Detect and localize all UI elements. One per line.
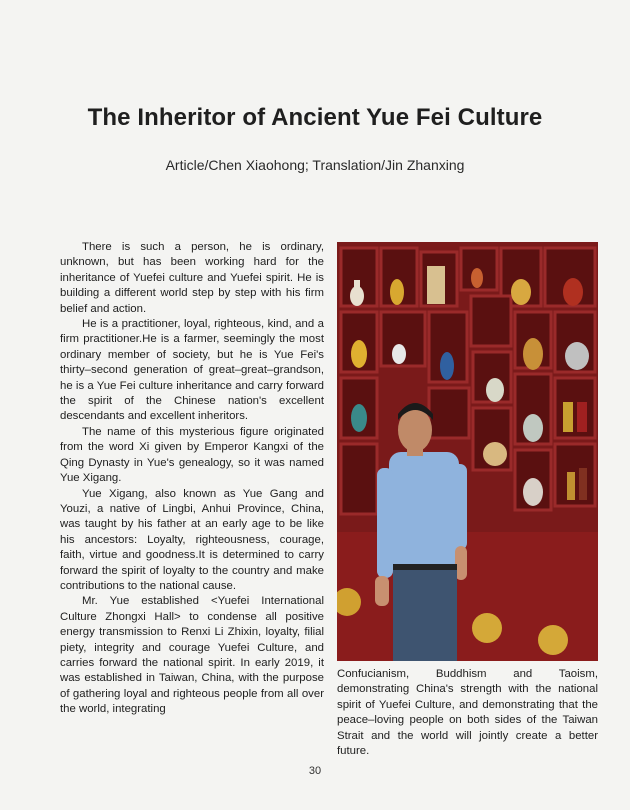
article-paragraph: The name of this mysterious figure originated from the word Xi given by Emperor Kangxi of the Qing Dynasty in Yue's genealogy, so it was named Yue Xigang. bbox=[60, 425, 324, 485]
article-body-left-column bbox=[60, 240, 324, 718]
article-body-right-column bbox=[337, 667, 598, 759]
page-number: 30 bbox=[308, 765, 322, 777]
article-byline: Article/Chen Xiaohong; Translation/Jin Zhanxing bbox=[165, 157, 465, 173]
article-paragraph: There is such a person, he is ordinary, unknown, but has been working hard for the inheritance of Yuefei culture and Yuefei spirit. He is building a different world step by step with his firm belief and action. bbox=[60, 241, 324, 315]
article-paragraph-continued: Confucianism, Buddhism and Taoism, demonstrating China's strength with the national spirit of Yuefei Culture, and demonstrating that the peace–loving people on both sides of the Taiwan Strait and the world will jointly create a better future. bbox=[337, 668, 598, 758]
article-paragraph: Yue Xigang, also known as Yue Gang and Youzi, a native of Lingbi, Anhui Province, China, was taught by his father at an early age to be like his ancestors: Loyalty, righteousness, courage, faith, virtue and goodness.It is determined to carry forward the spirit of loyalty to the country and make contributions to the national cause. bbox=[60, 487, 324, 592]
article-paragraph: He is a practitioner, loyal, righteous, kind, and a firm practitioner.He is a farmer, seemingly the most ordinary member of society, but he is Yue Fei's thirty–second generation of great–great–grandson, he is a Yue Fei culture inheritance and carry forward the spirit of the Chinese nation's excellent descendants and excellent inheritors. bbox=[60, 318, 324, 423]
article-paragraph: Mr. Yue established <Yuefei International Culture Zhongxi Hall> to condense all positive energy transmission to Renxi Li Zhixin, loyalty, filial piety, integrity and courage Yuefei Culture, and carries forward the national spirit. In early 2019, it was established in Taiwan, China, with the purpose of gathering loyal and righteous people from all over the world, integrating bbox=[60, 595, 324, 716]
article-title: The Inheritor of Ancient Yue Fei Culture bbox=[87, 104, 543, 131]
article-photo bbox=[337, 242, 598, 661]
